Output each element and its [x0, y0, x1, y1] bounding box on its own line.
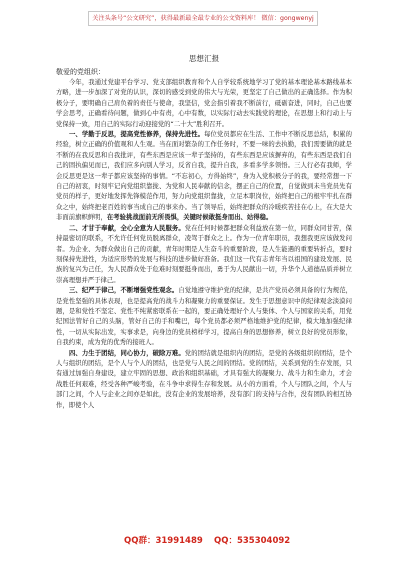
section-paragraph-4: [56, 349, 352, 411]
section-text-3: 自觉地遵守维护党的纪律，是共产党员必须具备的行为规范，是党性坚强的具体表现，也是提高党的战斗力和凝聚力的重要保证。发生于思想意识中的纪律观念淡漠问题，是和党性不坚定、党性不纯紧密联系在一起的，要正确处理好个人与集体、个人与国家的关系，用党纪国法管好自己的头脑，管好自己的手和嘴巴，每个党员都必须严格地维护党的纪律，模大地加强纪律性，一切从实际出发，实事求是，向身边的党员榜样学习，提高自身的思想修养，树立良好的党员形象，自我约束，成为党的优秀的接班人。: [56, 287, 353, 347]
document-body: [56, 78, 352, 411]
section-text-2: 党在任何时候都把群众利益放在第一位，同群众同甘苦，保持最密切的联系，不允许任何党员脱离群众，凌驾于群众之上。作为一位青年职员，我想我更应该做发问者。为企业、为群众做出自己的贡献，青年时期是人生奋斗的重要阶段，是人生能遇的重要转折点，要时刻保持先进性，为适应形势的发展与科技的进步做好准备。我们这一代有志青年当以祖国的建设发展、民族的复兴为己任，为人民群众处于危难时刻要挺身而出，勇于为人民献出一切，升华个人道德品质并树立崇高理想并严于律己。: [56, 224, 352, 284]
footer-contacts: [0, 534, 408, 548]
section-emphasis-1: 在考验挑战面前无所畏惧，关键时候敢挺身而出、站得稳。: [106, 214, 273, 222]
section-heading-1: 一、学勤于反思，提高党性修养，保持先进性。: [69, 131, 205, 139]
salutation: 敬爱的党组织：: [56, 68, 105, 76]
section-text-1: 每位党员都应在生活、工作中不断反思总结，积累的经验，树立正确的价值观和人生观。当在面对繁杂的工作任务时，不要一味的去执勤，我们需要做的就是不断的在我反思和自我批评，有些东西是应该一辈子坚持的，有些东西是应该摒弃的，有些东西是我们自己的固执偏见而已，我们应多向别人学习，反省自我，提升自我，多看多学多领悟。三人行必有我师，学会反思更是这一辈子都应该坚持的事情。“不忘初心，方得始终”，身为入党积极分子的我，要经常想一下自己的初衷，时刻牢记向党组织靠拢、为党和人民奉献的信念，摆正自己的位置，自觉做到未当党员先有党员的样子，更好地发挥先锋模范作用，努力向党组织靠拢，立足本职岗位，始终把自己的根牢牢扎在群众之中，始终把老百姓的事当成自己的事来办。当了领导后，始终把群众的冷暖疾苦挂在心上，在大是大非面前旗帜鲜明，: [56, 131, 353, 222]
qq-group-number: QQ群：31991489: [124, 536, 203, 546]
section-paragraph-2: [56, 224, 352, 286]
intro-paragraph: 今年，我通过党建平台学习、党支部组织教育和个人自学较系统地学习了党的基本理论基本路线基本方略，进一步加深了对党的认识，深切的感受到党的伟大与光荣，更坚定了自己做出的正确选择。作为积极分子，要明确自己肩负着的责任与使命，我坚信，党会指引着我不断前行，砥砺奋进，同时，自己也要学会思考，正确看待问题，做到心中有责，心中有数，以实际行动去实践党的理论，在思想上和行动上与党保持一致，用自己的实际行动迎接党的“二十大”胜利召开。: [56, 79, 352, 128]
header-banner: 关注头条号“公文研究”，获得最新最全最专业的公文资料库！ 微信：gongwenyj: [88, 11, 318, 26]
section-heading-3: 三、纪严于律己，不断增强党性观念。: [69, 287, 179, 295]
section-heading-2: 二、才甘于奉献，全心全意为人民服务。: [69, 224, 185, 232]
section-heading-4: 四、力生于团结，同心协力，破除万难。: [69, 349, 185, 357]
section-paragraph-3: [56, 286, 352, 348]
qq-number: QQ：535304092: [214, 536, 291, 546]
section-paragraph-1: [56, 130, 352, 224]
section-text-4: 党的团结就是组织内的团结，是党的各级组织的团结，是个人与组织的团结，是个人与个人的团结，也是党与人民之间的团结。党的团结，关系到党的生存发展，只有通过加强自身建设，建立牢固的思想、政治和组织基础，才具有强大的凝聚力、战斗力和生命力，才会战胜任何艰难，经受各种严峻考验，在斗争中求得生存和发展。从小的方面看，个人与团队之间，个人与部门之间，个人与企业之间亦是如此，没有企业的发展培养，没有部门的支持与合作，没有团队的相互协作，即使个人: [56, 349, 352, 409]
document-title: 思想汇报: [188, 54, 220, 63]
